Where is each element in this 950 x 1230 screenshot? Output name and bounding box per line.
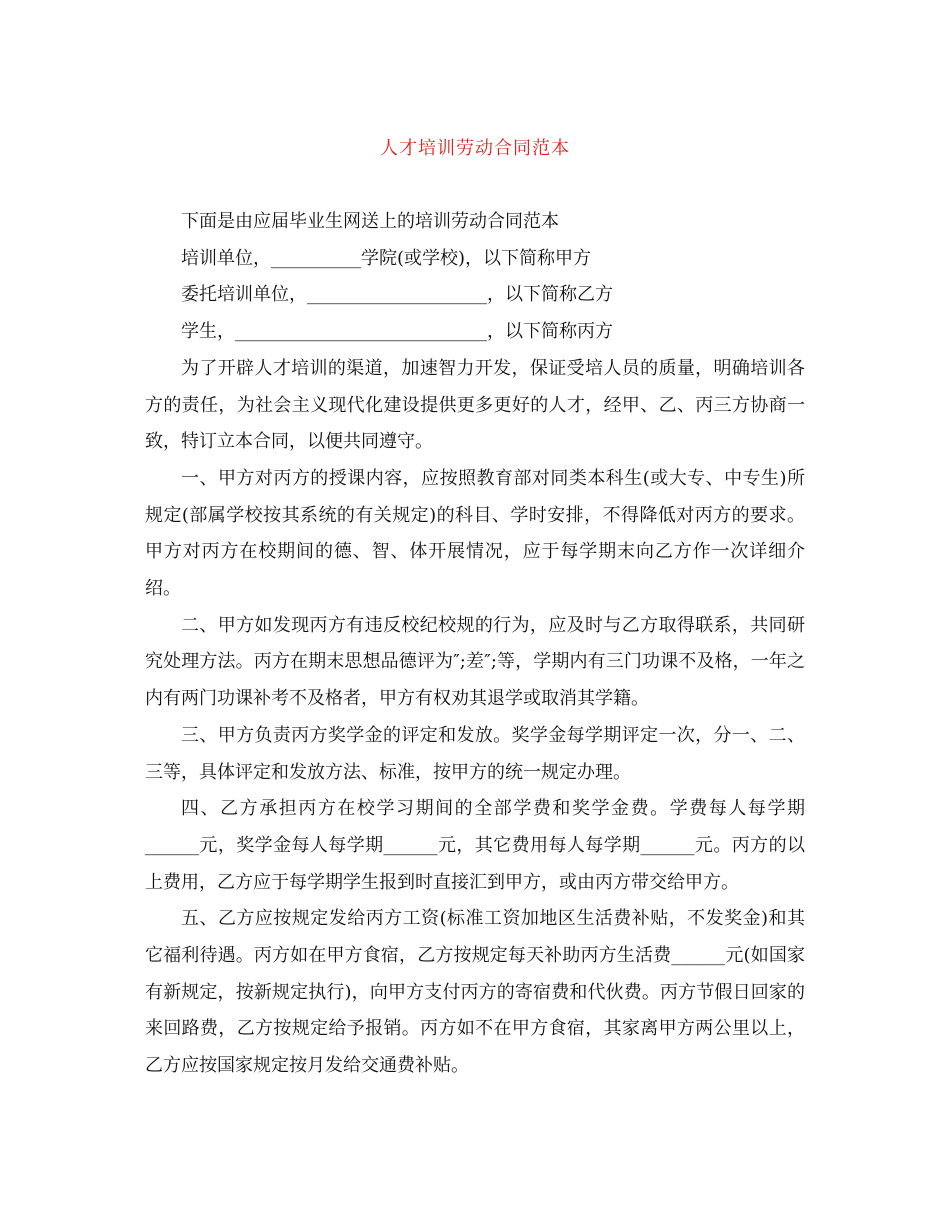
clause-3: 三、甲方负责丙方奖学金的评定和发放。奖学金每学期评定一次，分一、二、三等，具体评定和发放方法、标准，按甲方的统一规定办理。: [145, 724, 805, 783]
clause-1: 一、甲方对丙方的授课内容，应按照教育部对同类本科生(或大专、中专生)所规定(部属学校按其系统的有关规定)的科目、学时安排，不得降低对丙方的要求。甲方对丙方在校期间的德、智、体开展情况，应于每学期末向乙方作一次详细介绍。: [145, 467, 805, 600]
clause-5: 五、乙方应按规定发给丙方工资(标准工资加地区生活费补贴，不发奖金)和其它福利待遇。丙方如在甲方食宿，乙方按规定每天补助丙方生活费______元(如国家有新规定，按新规定执行)，向甲方支付丙方的寄宿费和代伙费。丙方节假日回家的来回路费，乙方按规定给予报销。丙方如不在甲方食宿，其家离甲方两公里以上，乙方应按国家规定按月发给交通费补贴。: [145, 908, 805, 1077]
party-a-line: 培训单位，__________学院(或学校)，以下简称甲方: [181, 247, 592, 269]
clause-4: 四、乙方承担丙方在校学习期间的全部学费和奖学金费。学费每人每学期______元，奖学金每人每学期______元，其它费用每人每学期______元。丙方的以上费用，乙方应于每学期学生报到时直接汇到甲方，或由丙方带交给甲方。: [145, 798, 805, 893]
preamble-paragraph: 为了开辟人才培训的渠道，加速智力开发，保证受培人员的质量，明确培训各方的责任，为社会主义现代化建设提供更多更好的人才，经甲、乙、丙三方协商一致，特订立本合同，以便共同遵守。: [145, 357, 805, 453]
document-title: 人才培训劳动合同范本: [380, 138, 570, 159]
intro-paragraph: 下面是由应届毕业生网送上的培训劳动合同范本: [181, 211, 559, 232]
document-body: [145, 204, 805, 1085]
clause-2: 二、甲方如发现丙方有违反校纪校规的行为，应及时与乙方取得联系，共同研究处理方法。丙方在期末思想品德评为″;差″;等，学期内有三门功课不及格，一年之内有两门功课补考不及格者，甲方有权劝其退学或取消其学籍。: [145, 614, 805, 710]
party-c-line: 学生，____________________________，以下简称丙方: [181, 321, 613, 343]
party-b-line: 委托培训单位，____________________，以下简称乙方: [181, 284, 613, 306]
